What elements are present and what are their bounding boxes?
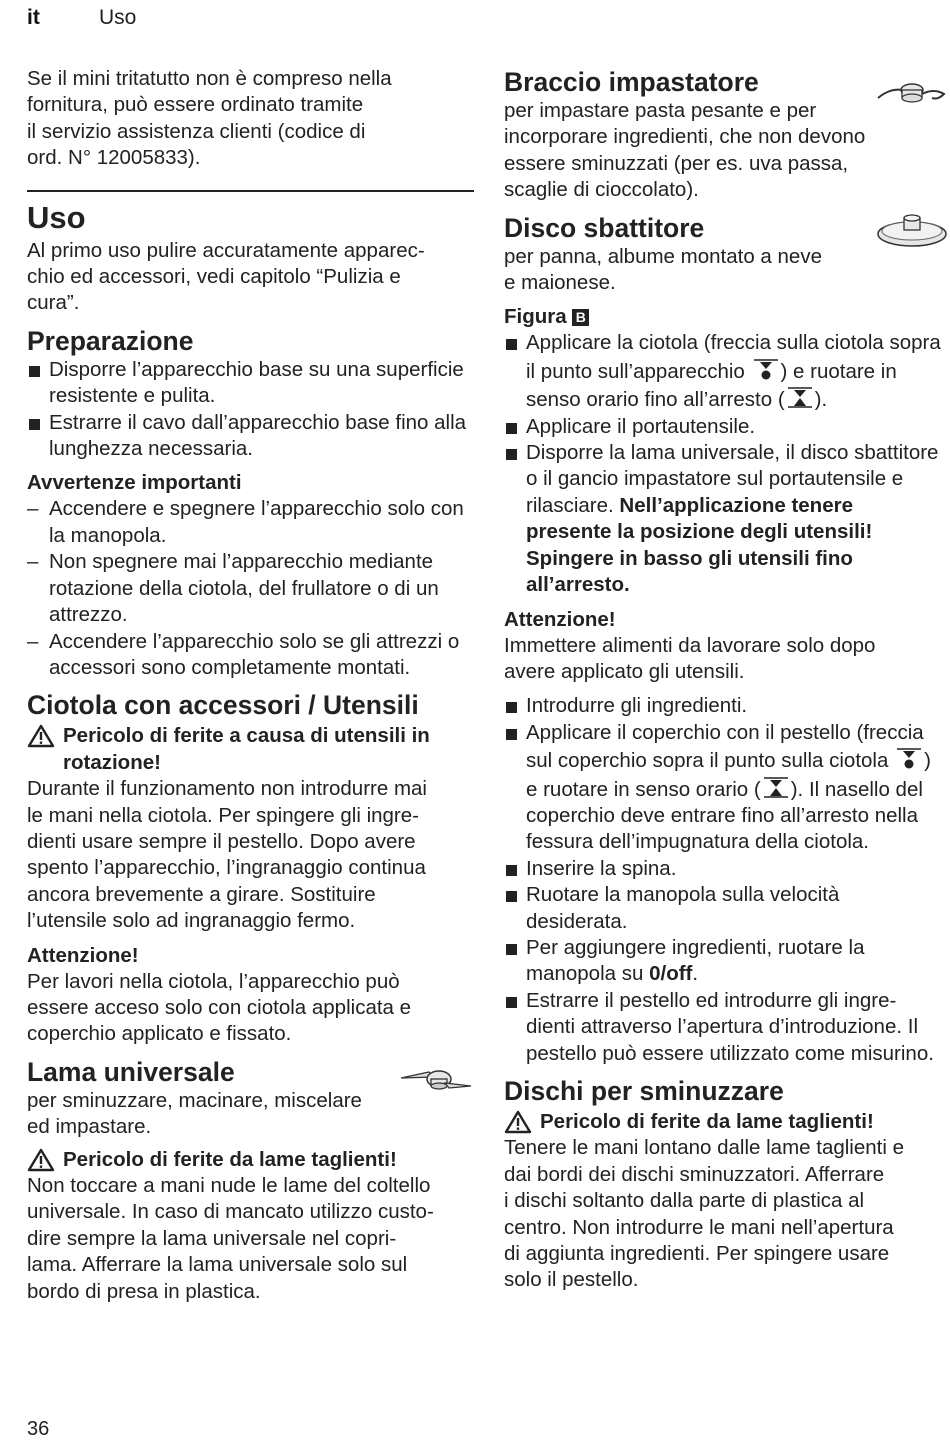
- braccio-line: essere sminuzzati (per es. uva passa,: [504, 151, 849, 175]
- uso-line: cura”.: [27, 291, 80, 315]
- attenzione-2-paragraph: [504, 633, 944, 686]
- lama-warning-line: dire sempre la lama universale nel copri-: [27, 1226, 397, 1250]
- step-text: ) e ruotare in senso orario (: [526, 749, 931, 801]
- disco-section: [504, 212, 944, 297]
- attenzione-paragraph: [27, 969, 477, 1048]
- warning-text: Pericolo di ferite da lame taglienti!: [540, 1110, 874, 1133]
- intro-line: il servizio assistenza clienti (codice di: [27, 119, 366, 143]
- heading-dischi: Dischi per sminuzzare: [504, 1076, 784, 1106]
- ciotola-paragraph: [27, 776, 477, 934]
- warning-triangle-icon: [27, 724, 55, 748]
- heading-disco-sbattitore: Disco sbattitore: [504, 212, 705, 243]
- list-item: Ruotare la manopola sulla velocità desiderata.: [504, 882, 944, 935]
- attenzione-line: essere acceso solo con ciotola applicata e: [27, 995, 412, 1019]
- dischi-line: dai bordi dei dischi sminuzzatori. Afferrare: [504, 1162, 885, 1186]
- warning-triangle-icon: [504, 1110, 532, 1134]
- figure-reference-box: B: [572, 309, 589, 326]
- list-item: – Accendere e spegnere l’apparecchio solo con la manopola.: [27, 496, 477, 549]
- list-item: – Accendere l’apparecchio solo se gli attrezzi o accessori sono completamente montati.: [27, 629, 477, 682]
- dischi-line: i dischi soltanto dalla parte di plastica al: [504, 1189, 865, 1213]
- heading-ciotola: Ciotola con accessori / Utensili: [27, 690, 419, 721]
- right-column: [504, 66, 944, 1294]
- lama-line: per sminuzzare, macinare, miscelare: [27, 1088, 362, 1112]
- section-title-uso: Uso: [27, 199, 86, 235]
- step-text: .: [692, 962, 699, 986]
- avvertenze-list: [27, 496, 477, 681]
- dischi-line: centro. Non introdurre le mani nell’apertura: [504, 1215, 894, 1239]
- heading-figura: [504, 304, 944, 330]
- warning-triangle-icon: [27, 1148, 55, 1172]
- warning-text: Pericolo di ferite a causa di utensili in rotazione!: [63, 724, 430, 774]
- dischi-line: Tenere le mani lontano dalle lame taglienti e: [504, 1136, 905, 1160]
- lama-warning-line: bordo di presa in plastica.: [27, 1279, 261, 1303]
- ciotola-line: le mani nella ciotola. Per spingere gli ingre-: [27, 803, 419, 827]
- intro-paragraph: [27, 66, 477, 172]
- list-item: Introdurre gli ingredienti.: [504, 693, 944, 719]
- step-text: Applicare il coperchio con il pestello (freccia sul coperchio sopra il punto sulla ciotola: [526, 720, 924, 773]
- intro-line: fornitura, può essere ordinato tramite: [27, 93, 364, 117]
- braccio-line: scaglie di cioccolato).: [504, 178, 699, 202]
- step-text: Disporre la lama universale, il disco sbattitore o il gancio impastatore sul portautensile e rilasciare.: [526, 441, 939, 517]
- usage-steps: [504, 693, 944, 1067]
- heading-attenzione: Attenzione!: [27, 943, 139, 967]
- kneading-arm-icon: [876, 78, 948, 108]
- braccio-line: per impastare pasta pesante e per: [504, 99, 817, 122]
- dischi-paragraph: [504, 1135, 944, 1293]
- whisk-disc-icon: [876, 210, 948, 250]
- braccio-section: [504, 66, 944, 204]
- off-setting: 0/off: [649, 962, 693, 986]
- ciotola-line: ancora brevemente a girare. Sostituire: [27, 882, 376, 906]
- uso-paragraph: [27, 238, 477, 317]
- step-text: Applicare la ciotola (freccia sulla ciotola sopra il punto sull’apparecchio: [526, 331, 941, 383]
- heading-preparazione: Preparazione: [27, 325, 194, 356]
- warning-sharp-discs: [504, 1109, 944, 1135]
- list-item: Inserire la spina.: [504, 856, 944, 882]
- attenzione-line: Immettere alimenti da lavorare solo dopo: [504, 633, 876, 657]
- list-item: Applicare il portautensile.: [504, 414, 944, 440]
- uso-line: Al primo uso pulire accuratamente apparec-: [27, 238, 425, 262]
- left-column: [27, 66, 477, 1305]
- step-text: Per aggiungere ingredienti, ruotare la manopola su: [526, 935, 865, 986]
- heading-attenzione-2: Attenzione!: [504, 607, 616, 631]
- step-text: ). Il nasello del coperchio deve entrare fino all’arresto nella fessura dell’impugnatura della ciotola.: [526, 777, 923, 854]
- ciotola-line: l’utensile solo ad ingranaggio fermo.: [27, 909, 356, 933]
- list-item: Disporre l’apparecchio base su una superficie resistente e pulita.: [27, 357, 477, 410]
- disco-line: per panna, albume montato a neve: [504, 244, 822, 268]
- lama-warning-paragraph: [27, 1173, 477, 1305]
- attenzione-line: coperchio applicato e fissato.: [27, 1022, 292, 1046]
- universal-blade-icon: [399, 1064, 475, 1098]
- heading-avvertenze: Avvertenze importanti: [27, 471, 242, 495]
- list-item: [504, 720, 944, 856]
- warning-rotating-tools: [27, 723, 477, 776]
- list-item: Estrarre il cavo dall’apparecchio base fino alla lunghezza necessaria.: [27, 410, 477, 463]
- list-item: – Non spegnere mai l’apparecchio mediante rotazione della ciotola, del frullatore o di un attrezzo.: [27, 549, 477, 628]
- lama-warning-line: Non toccare a mani nude le lame del coltello: [27, 1174, 431, 1197]
- heading-lama-universale: Lama universale: [27, 1056, 235, 1087]
- ciotola-line: dienti usare sempre il pestello. Dopo avere: [27, 829, 416, 853]
- heading-braccio-impastatore: Braccio impastatore: [504, 67, 759, 97]
- list-item: [504, 440, 944, 598]
- ciotola-line: Durante il funzionamento non introdurre mai: [27, 777, 427, 801]
- attenzione-line: avere applicato gli utensili.: [504, 659, 745, 683]
- section-divider: [27, 190, 474, 192]
- braccio-line: incorporare ingredienti, che non devono: [504, 125, 866, 149]
- warning-text: Pericolo di ferite da lame taglienti!: [63, 1147, 397, 1171]
- dischi-line: di aggiunta ingredienti. Per spingere usare: [504, 1242, 890, 1266]
- list-item: [504, 935, 944, 988]
- language-code: it: [27, 6, 40, 29]
- lama-section: [27, 1056, 477, 1141]
- lama-warning-line: universale. In caso di mancato utilizzo custo-: [27, 1200, 434, 1224]
- lama-line: ed impastare.: [27, 1115, 152, 1139]
- running-header-title: Uso: [99, 6, 137, 29]
- step-note-bold: Nell’applicazione tenere presente la posizione degli utensili! Spingere in basso gli utensili fino all’arresto.: [526, 493, 873, 597]
- list-item: [504, 330, 944, 413]
- list-item: Estrarre il pestello ed introdurre gli ingre-dienti attraverso l’apertura d’introduzione. Il pestello può essere utilizzato come misurino.: [504, 988, 944, 1067]
- arrow-to-dot-icon: [751, 357, 781, 381]
- page-number: 36: [27, 1418, 50, 1440]
- intro-line: Se il mini tritatutto non è compreso nella: [27, 67, 392, 90]
- figura-steps: [504, 330, 944, 598]
- arrow-to-dot-icon: [761, 775, 791, 799]
- uso-line: chio ed accessori, vedi capitolo “Pulizia e: [27, 265, 401, 289]
- lama-warning-line: lama. Afferrare la lama universale solo sul: [27, 1253, 408, 1277]
- step-text: ).: [814, 388, 828, 412]
- ciotola-line: spento l’apparecchio, l’ingranaggio continua: [27, 856, 426, 880]
- preparazione-list: [27, 357, 477, 463]
- step-text: ) e ruotare in senso orario fino all’arresto (: [526, 359, 897, 412]
- dischi-line: solo il pestello.: [504, 1268, 639, 1292]
- warning-sharp-blades: [27, 1147, 477, 1173]
- arrow-to-dot-icon: [785, 385, 815, 409]
- disco-line: e maionese.: [504, 271, 616, 295]
- figura-label: Figura: [504, 305, 567, 329]
- attenzione-line: Per lavori nella ciotola, l’apparecchio può: [27, 969, 400, 993]
- arrow-to-dot-icon: [894, 746, 924, 770]
- intro-line: ord. N° 12005833).: [27, 146, 201, 170]
